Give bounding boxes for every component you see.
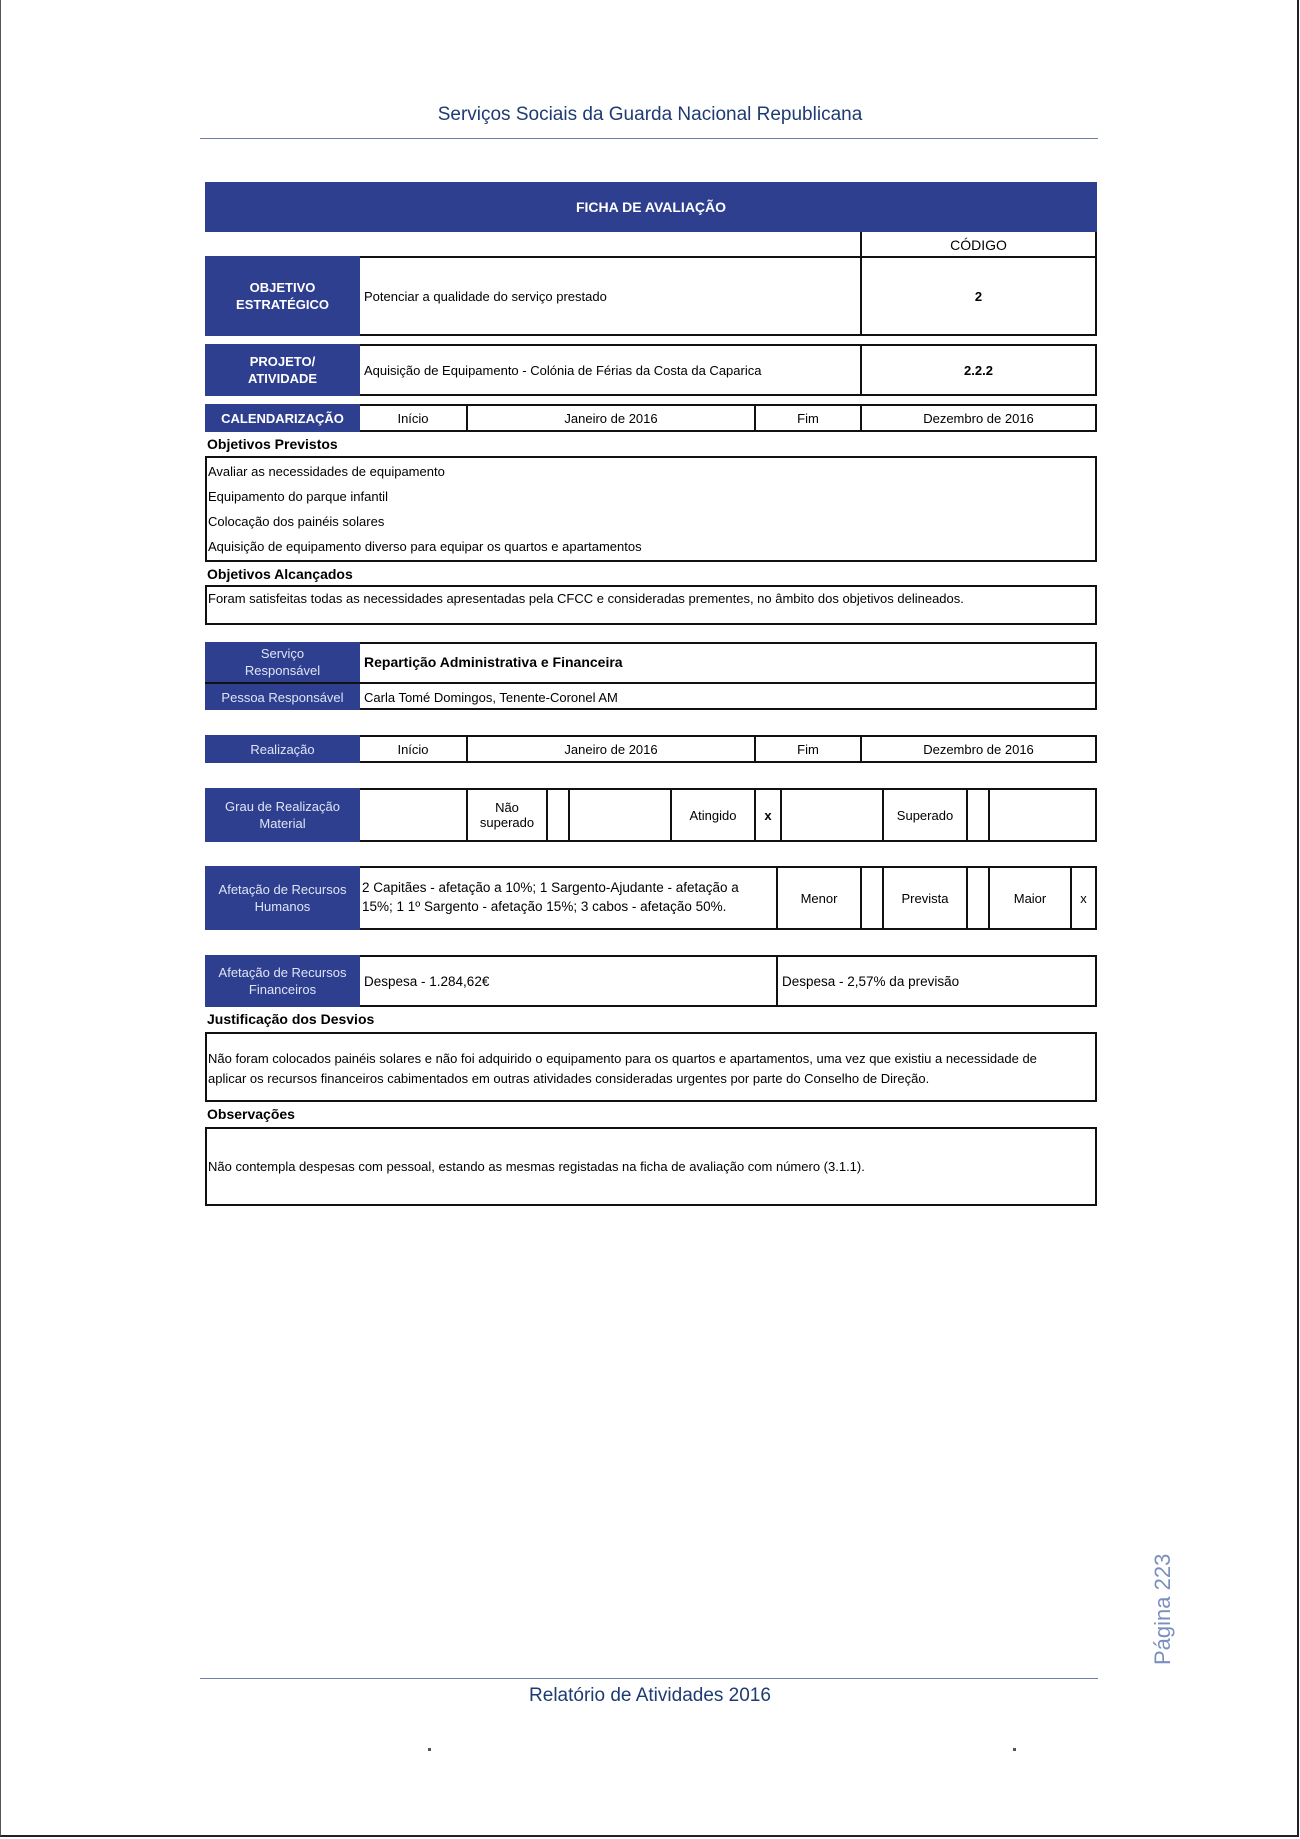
objetivos-alcancados-heading: Objetivos Alcançados xyxy=(207,566,353,582)
calendarizacao-fim: Dezembro de 2016 xyxy=(923,410,1034,426)
grau-nao-superado-checkbox xyxy=(548,788,568,842)
footer-divider xyxy=(200,1678,1098,1679)
objetivo-previsto-item: Equipamento do parque infantil xyxy=(208,489,388,504)
calendarizacao-label: CALENDARIZAÇÃO xyxy=(205,404,360,432)
objetivo-label-line2: ESTRATÉGICO xyxy=(236,297,329,312)
calendarizacao-fim-label: Fim xyxy=(797,410,819,426)
realizacao-inicio-label: Início xyxy=(397,741,429,757)
projeto-label-line2: ATIVIDADE xyxy=(247,371,318,386)
rf-label-line2: Financeiros xyxy=(248,982,317,997)
grau-atingido-mark: x xyxy=(764,807,772,823)
grau-nao-superado-line2: superado xyxy=(479,815,535,830)
projeto-code: 2.2.2 xyxy=(964,362,993,378)
rh-prevista: Prevista xyxy=(901,890,949,906)
code-header: CÓDIGO xyxy=(950,237,1007,253)
grau-nao-superado xyxy=(468,788,546,842)
observacoes-heading: Observações xyxy=(207,1106,295,1122)
pessoa-value: Carla Tomé Domingos, Tenente-Coronel AM xyxy=(364,689,618,705)
rf-label-line1: Afetação de Recursos xyxy=(218,965,347,980)
realizacao-fim-label: Fim xyxy=(797,741,819,757)
servico-label-line2: Responsável xyxy=(244,663,321,678)
calendarizacao-inicio: Janeiro de 2016 xyxy=(564,410,658,426)
servico-label-line1: Serviço xyxy=(260,646,305,661)
objetivo-code: 2 xyxy=(974,288,983,304)
projeto-label xyxy=(205,344,360,396)
rh-label-line2: Humanos xyxy=(254,899,311,914)
page-header: Serviços Sociais da Guarda Nacional Republicana xyxy=(437,104,863,125)
realizacao-inicio: Janeiro de 2016 xyxy=(564,741,658,757)
objetivo-text: Potenciar a qualidade do serviço prestado xyxy=(364,288,607,304)
grau-label xyxy=(205,788,360,842)
grau-label-line1: Grau de Realização xyxy=(225,799,340,814)
realizacao-fim: Dezembro de 2016 xyxy=(923,741,1034,757)
justificacao-line2: aplicar os recursos financeiros cabimentados em outras atividades consideradas urgentes por parte do Conselho de Direção. xyxy=(208,1071,930,1086)
form-title: FICHA DE AVALIAÇÃO xyxy=(205,182,1097,232)
grau-div-9 xyxy=(988,788,990,842)
projeto-label-line1: PROJETO/ xyxy=(249,354,316,369)
justificacao-heading: Justificação dos Desvios xyxy=(207,1011,375,1027)
rf-percent: Despesa - 2,57% da previsão xyxy=(782,973,960,989)
calendarizacao-inicio-label: Início xyxy=(397,410,429,426)
scan-speck xyxy=(428,1748,431,1751)
justificacao-line1: Não foram colocados painéis solares e não foi adquirido o equipamento para os quartos e apartamentos, uma vez que existiu a necessidade de xyxy=(208,1051,1037,1066)
realizacao-label: Realização xyxy=(205,735,360,763)
grau-superado-checkbox xyxy=(968,788,988,842)
page-footer: Relatório de Atividades 2016 xyxy=(529,1685,771,1706)
servico-value: Repartição Administrativa e Financeira xyxy=(364,654,623,670)
grau-div-3 xyxy=(568,788,570,842)
rf-despesa: Despesa - 1.284,62€ xyxy=(364,973,490,989)
projeto-text: Aquisição de Equipamento - Colónia de Férias da Costa da Caparica xyxy=(364,362,762,378)
rh-text-line1: 2 Capitães - afetação a 10%; 1 Sargento-Ajudante - afetação a xyxy=(362,880,739,895)
justificacao-text xyxy=(208,1049,1093,1089)
servico-label xyxy=(205,642,360,682)
objetivos-alcancados-text: Foram satisfeitas todas as necessidades apresentadas pela CFCC e consideradas prementes, no âmbito dos objetivos delineados. xyxy=(208,591,964,606)
objetivo-label-line1: OBJETIVO xyxy=(249,280,316,295)
objetivo-previsto-item: Aquisição de equipamento diverso para equipar os quartos e apartamentos xyxy=(208,539,642,554)
objetivos-previstos-heading: Objetivos Previstos xyxy=(207,436,338,452)
objetivo-previsto-item: Avaliar as necessidades de equipamento xyxy=(208,464,445,479)
rf-label xyxy=(205,955,360,1007)
grau-div-6 xyxy=(780,788,782,842)
scan-speck xyxy=(1013,1748,1016,1751)
grau-atingido: Atingido xyxy=(689,807,737,823)
grau-nao-superado-line1: Não xyxy=(495,800,519,815)
rh-menor: Menor xyxy=(800,890,838,906)
rh-prevista-checkbox xyxy=(968,866,988,930)
observacoes-text: Não contempla despesas com pessoal, estando as mesmas registadas na ficha de avaliação com número (3.1.1). xyxy=(208,1159,865,1174)
rh-maior-mark: x xyxy=(1080,890,1087,906)
objetivo-previsto-item: Colocação dos painéis solares xyxy=(208,514,385,529)
rh-label xyxy=(205,866,360,930)
grau-superado: Superado xyxy=(896,807,954,823)
rh-label-line1: Afetação de Recursos xyxy=(218,882,347,897)
header-divider xyxy=(200,138,1098,139)
page-number: Página 223 xyxy=(1150,1553,1175,1665)
objetivo-label xyxy=(205,256,360,336)
rh-menor-checkbox xyxy=(862,866,882,930)
rh-text-line2: 15%; 1 1º Sargento - afetação 15%; 3 cabos - afetação 50%. xyxy=(362,899,727,914)
pessoa-label: Pessoa Responsável xyxy=(205,684,360,710)
rh-text xyxy=(362,878,772,916)
rh-maior: Maior xyxy=(1013,890,1047,906)
grau-label-line2: Material xyxy=(259,816,306,831)
